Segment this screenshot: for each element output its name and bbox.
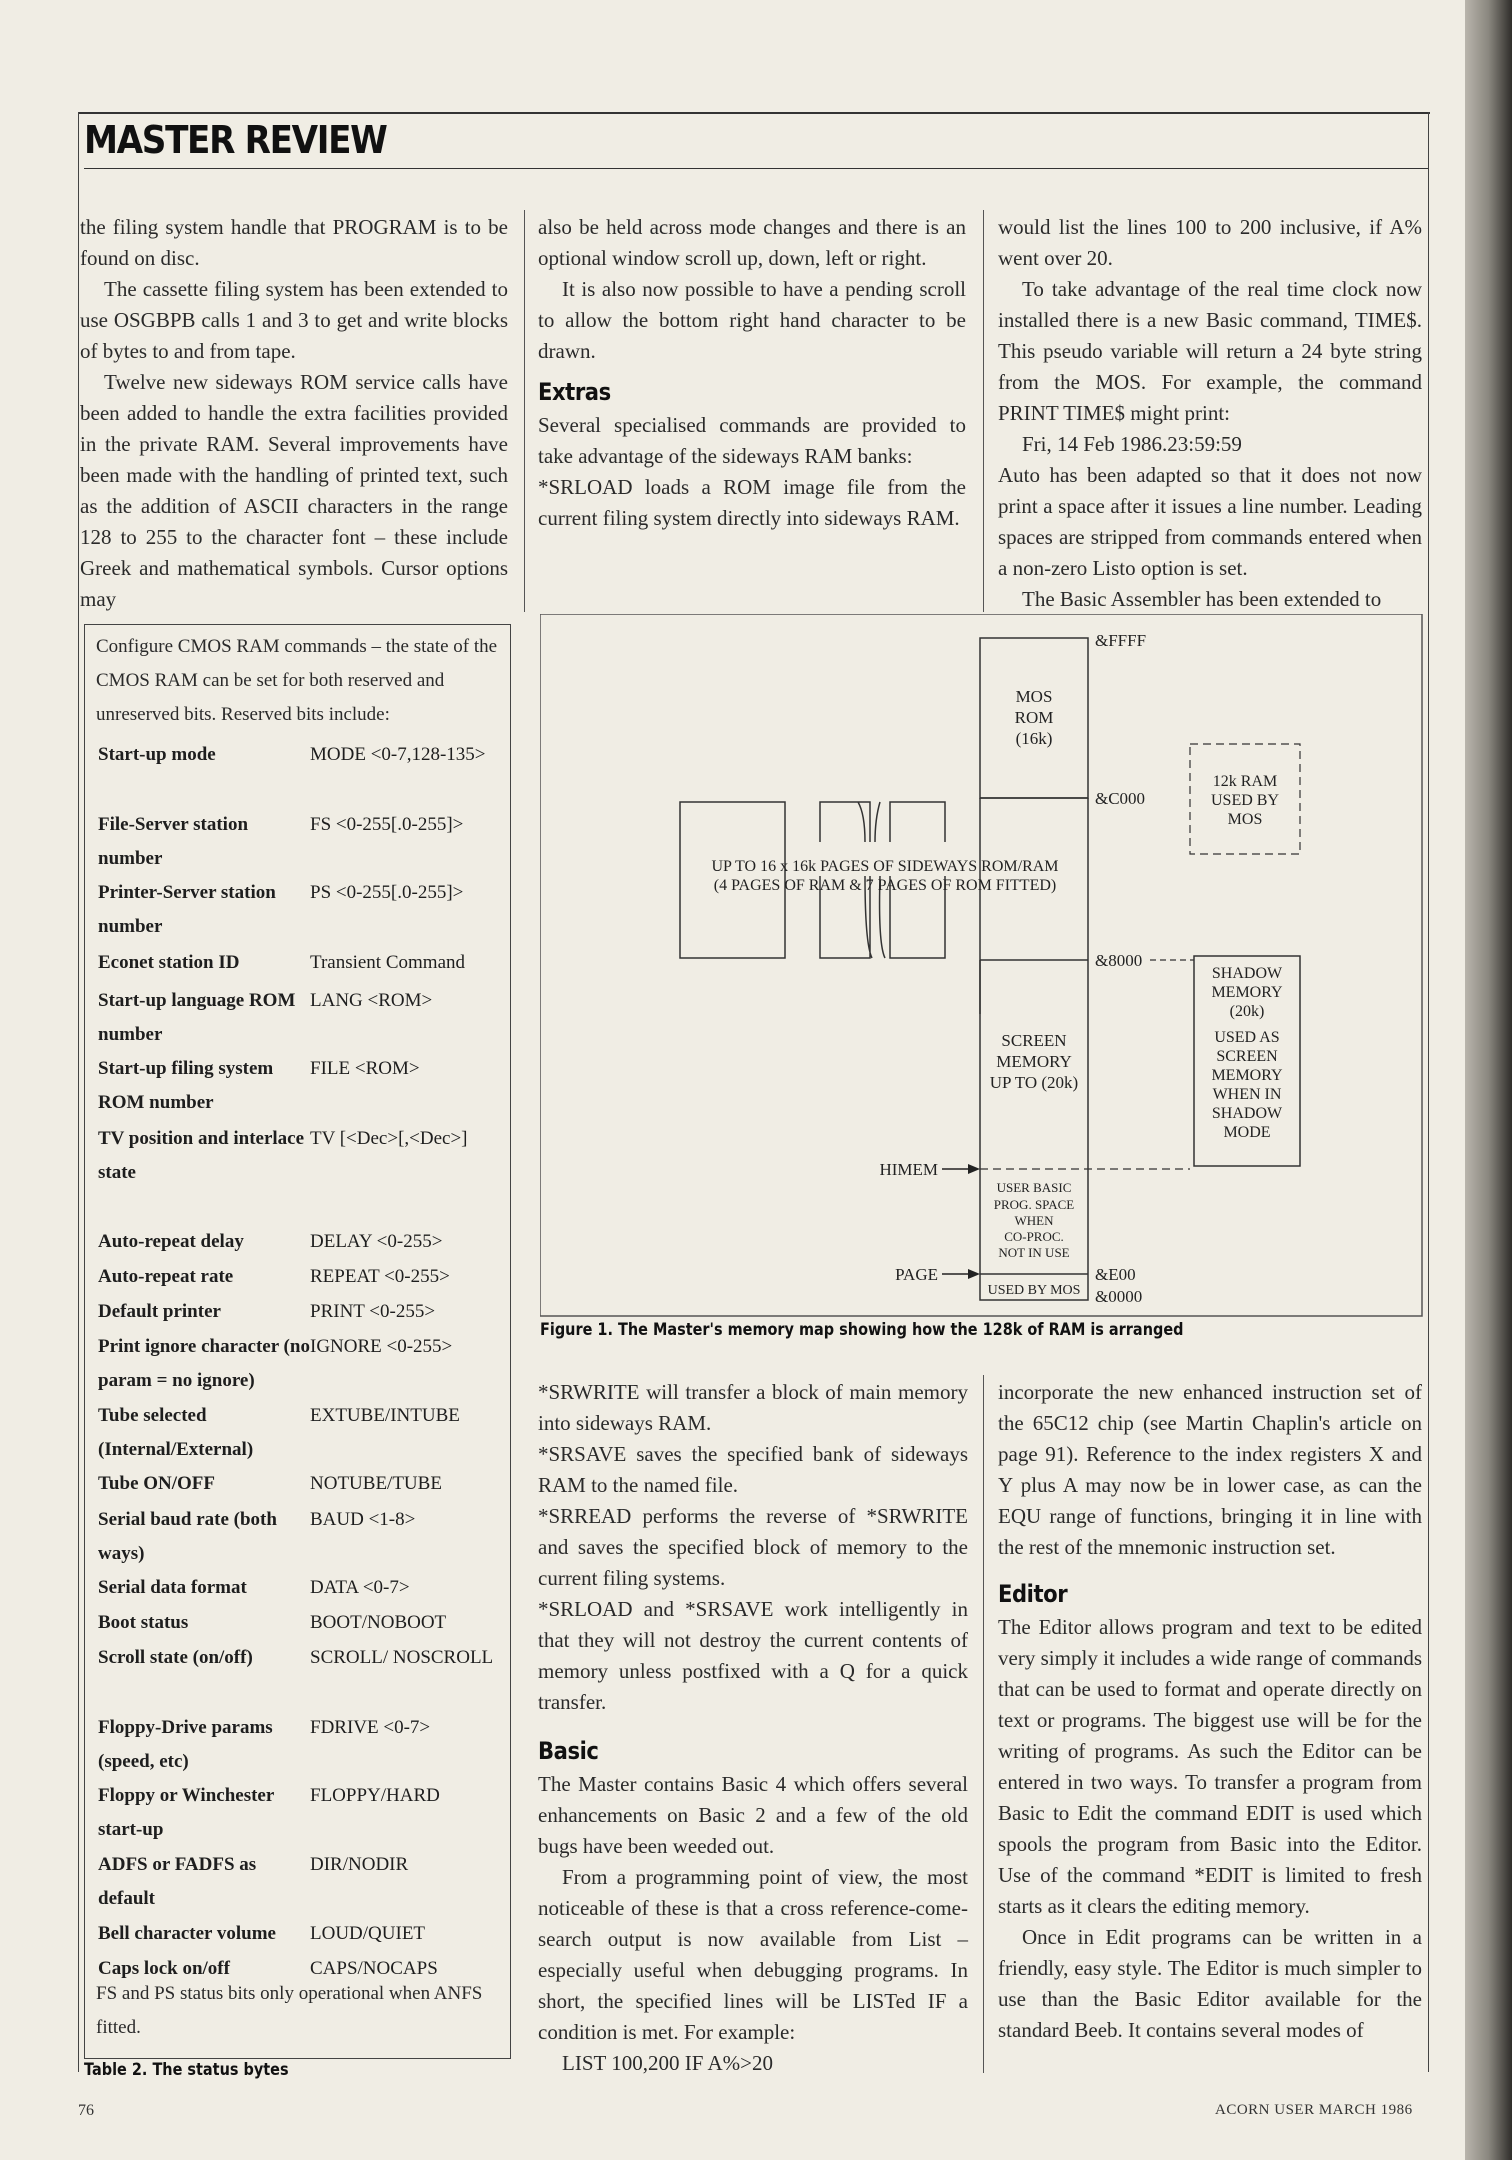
- table-row-label: Bell character volume: [98, 1923, 276, 1944]
- frame-left-rule: [78, 112, 79, 2072]
- ram-12k-label: 12k RAM USED BY MOS: [1210, 773, 1280, 828]
- address-8000: &8000: [1095, 951, 1143, 970]
- table-row-value: BOOT/NOBOOT: [310, 1612, 447, 1633]
- table-row-label: Serial baud rate (both ways): [98, 1509, 277, 1564]
- table-row-value: LOUD/QUIET: [310, 1923, 426, 1944]
- page-number: 76: [78, 2102, 94, 2119]
- table-row-label: Boot status: [98, 1612, 189, 1633]
- paragraph: Fri, 14 Feb 1986.23:59:59: [1022, 432, 1242, 456]
- paragraph: The Basic Assembler has been extended to: [1022, 587, 1382, 611]
- paragraph: *SRLOAD and *SRSAVE work intelligently in that they will not destroy the current contents of memory unless postfixed with a Q for a quick transfer.: [538, 1597, 968, 1714]
- subheading-extras: Extras: [538, 378, 611, 406]
- frame-top-rule: [78, 112, 1430, 114]
- table-row-label: Auto-repeat delay: [98, 1231, 244, 1252]
- paragraph: Once in Edit programs can be written in a friendly, easy style. The Editor is much simpler to use than the Basic Editor available for the standard Beeb. It contains several modes of: [998, 1925, 1422, 2042]
- table-row-label: File-Server station number: [98, 814, 249, 869]
- table-row-value: CAPS/NOCAPS: [310, 1958, 438, 1979]
- table-row-value: DELAY <0-255>: [310, 1231, 443, 1252]
- table-row-value: REPEAT <0-255>: [310, 1266, 450, 1287]
- paragraph: *SRREAD performs the reverse of *SRWRITE and saves the specified block of memory to the current filing systems.: [538, 1504, 968, 1590]
- subheading-basic: Basic: [538, 1737, 599, 1765]
- subheading-editor: Editor: [998, 1580, 1068, 1608]
- table-row-label: Auto-repeat rate: [98, 1266, 234, 1287]
- figure-caption: Figure 1. The Master's memory map showing how the 128k of RAM is arranged: [540, 1320, 1184, 1340]
- frame-right-rule: [1428, 112, 1429, 2072]
- shadow-memory-label: SHADOW MEMORY (20k) USED AS SCREEN MEMORY WHEN IN SHADOW MODE: [1211, 965, 1283, 1141]
- table-row-value: TV [<Dec>[,<Dec>]: [310, 1128, 468, 1149]
- table-row-value: IGNORE <0-255>: [310, 1336, 453, 1357]
- himem-label: HIMEM: [879, 1160, 938, 1179]
- address-c000: &C000: [1095, 789, 1146, 808]
- paragraph: *SRLOAD loads a ROM image file from the current filing system directly into sideways RAM.: [538, 475, 966, 530]
- table-row-label: Print ignore character (no param = no ignore): [98, 1336, 310, 1391]
- table-caption: Table 2. The status bytes: [84, 2060, 289, 2080]
- section-title: MASTER REVIEW: [84, 118, 387, 162]
- column-1-top: [80, 212, 508, 615]
- column-divider: [983, 210, 984, 612]
- screen-memory-label: SCREEN MEMORY UP TO (20k): [989, 1031, 1079, 1092]
- paragraph: From a programming point of view, the most noticeable of these is that a cross reference-come-search output is now available from List – especially useful when debugging programs. In short, the specified lines will be LISTed IF a condition is met. For example:: [538, 1865, 968, 2044]
- table-row-value: Transient Command: [310, 952, 465, 973]
- table-row-value: LANG <ROM>: [310, 990, 433, 1011]
- table-row-label: Printer-Server station number: [98, 882, 276, 937]
- table-row-label: Floppy or Winchester start-up: [98, 1785, 274, 1840]
- table-row-value: FS <0-255[.0-255]>: [310, 814, 464, 835]
- paragraph: *SRSAVE saves the specified bank of sideways RAM to the named file.: [538, 1442, 968, 1497]
- column-2-top: [538, 212, 966, 534]
- paragraph: The Master contains Basic 4 which offers several enhancements on Basic 2 and a few of the old bugs have been weeded out.: [538, 1772, 968, 1858]
- paragraph: the filing system handle that PROGRAM is to be found on disc.: [80, 215, 508, 270]
- sideways-rom-outline: [980, 798, 1088, 1014]
- address-0000: &0000: [1095, 1287, 1143, 1306]
- paragraph: *SRWRITE will transfer a block of main memory into sideways RAM.: [538, 1380, 968, 1435]
- paragraph: would list the lines 100 to 200 inclusive, if A% went over 20.: [998, 215, 1422, 270]
- table-row-value: FDRIVE <0-7>: [310, 1717, 431, 1738]
- table-row-value: BAUD <1-8>: [310, 1509, 416, 1530]
- table-row-value: PS <0-255[.0-255]>: [310, 882, 464, 903]
- table-row-label: Tube ON/OFF: [98, 1473, 216, 1494]
- column-3-top: [998, 212, 1422, 615]
- table-row-label: ADFS or FADFS as default: [98, 1854, 257, 1909]
- table-row-value: DIR/NODIR: [310, 1854, 409, 1875]
- paragraph: Auto has been adapted so that it does not now print a space after it issues a line number. Leading spaces are stripped from commands entered when a non-zero Listo option is set.: [998, 463, 1422, 580]
- user-basic-label: USER BASIC PROG. SPACE WHEN CO-PROC. NOT IN USE: [993, 1180, 1075, 1260]
- paragraph: also be held across mode changes and there is an optional window scroll up, down, left or right.: [538, 215, 966, 270]
- paragraph: To take advantage of the real time clock now installed there is a new Basic command, TIME$. This pseudo variable will return a 24 byte string from the MOS. For example, the command PRINT TIME$ might print:: [998, 277, 1422, 425]
- himem-arrowhead: [968, 1164, 980, 1174]
- paragraph: The Editor allows program and text to be edited very simply it includes a wide range of commands that can be used to format and operate directly on text or programs. The biggest use will be for the writing of programs. As such the Editor can be entered in two ways. To transfer a program from Basic to Edit the command EDIT is used which spools the program from Basic into the Editor. Use of the command *EDIT is limited to fresh starts as it clears the editing memory.: [998, 1615, 1422, 1918]
- page-arrowhead: [968, 1269, 980, 1279]
- column-divider: [983, 1375, 984, 2073]
- magazine-footer: ACORN USER MARCH 1986: [1215, 2102, 1413, 2118]
- table-row-label: Floppy-Drive params (speed, etc): [98, 1717, 273, 1772]
- table-row-label: Econet station ID: [98, 952, 240, 973]
- table-row-label: Start-up language ROM number: [98, 990, 296, 1045]
- table-row-value: NOTUBE/TUBE: [310, 1473, 442, 1494]
- page-edge-shadow: [1465, 0, 1512, 2160]
- header-rule: [84, 168, 1428, 169]
- page-label: PAGE: [895, 1265, 938, 1284]
- table-row-value: DATA <0-7>: [310, 1577, 410, 1598]
- used-by-mos-label: USED BY MOS: [987, 1283, 1081, 1298]
- mos-rom-label: MOS ROM (16k): [1014, 687, 1054, 748]
- table-row-label: Start-up filing system ROM number: [98, 1058, 274, 1113]
- paragraph: Several specialised commands are provided to take advantage of the sideways RAM banks:: [538, 413, 966, 468]
- table-row-label: Caps lock on/off: [98, 1958, 230, 1979]
- table-row-label: Serial data format: [98, 1577, 247, 1598]
- table-footnote: FS and PS status bits only operational when ANFS fitted.: [96, 1983, 483, 2038]
- table-row-label: TV position and interlace state: [98, 1128, 305, 1183]
- paragraph: LIST 100,200 IF A%>20: [562, 2051, 773, 2075]
- sideways-label: UP TO 16 x 16k PAGES OF SIDEWAYS ROM/RAM (4 PAGES OF RAM & 7 PAGES OF ROM FITTED): [711, 858, 1059, 894]
- table-row-value: FLOPPY/HARD: [310, 1785, 440, 1806]
- memory-map-figure: [540, 614, 1423, 1318]
- paragraph: The cassette filing system has been extended to use OSGBPB calls 1 and 3 to get and write blocks of bytes to and from tape.: [80, 277, 508, 363]
- table-row-value: FILE <ROM>: [310, 1058, 420, 1079]
- table-intro: Configure CMOS RAM commands – the state of the CMOS RAM can be set for both reserved and unreserved bits. Reserved bits include:: [96, 636, 498, 725]
- paragraph: Twelve new sideways ROM service calls have been added to handle the extra facilities provided in the private RAM. Several improvements have been made with the handling of printed text, such as the addition of ASCII characters in the range 128 to 255 to the character font – these include Greek and mathematical symbols. Cursor options may: [80, 370, 508, 611]
- table-row-value: MODE <0-7,128-135>: [310, 744, 486, 765]
- address-e00: &E00: [1095, 1265, 1136, 1284]
- table-row-label: Scroll state (on/off): [98, 1647, 253, 1668]
- table-row-label: Default printer: [98, 1301, 221, 1322]
- column-2-bottom: [538, 1377, 968, 2079]
- table-row-label: Tube selected (Internal/External): [98, 1405, 254, 1460]
- column-3-bottom: [998, 1377, 1422, 2046]
- figure-frame: [540, 614, 1422, 1316]
- table-row-label: Start-up mode: [98, 744, 216, 765]
- table-row-value: PRINT <0-255>: [310, 1301, 436, 1322]
- table-row-value: EXTUBE/INTUBE: [310, 1405, 460, 1426]
- table-row-value: SCROLL/ NOSCROLL: [310, 1647, 494, 1668]
- paragraph: It is also now possible to have a pending scroll to allow the bottom right hand character to be drawn.: [538, 277, 966, 363]
- address-ffff: &FFFF: [1095, 631, 1147, 650]
- paragraph: incorporate the new enhanced instruction set of the 65C12 chip (see Martin Chaplin's article on page 91). Reference to the index registers X and Y plus A may now be in lower case, as can the EQU range of functions, bringing it in line with the rest of the mnemonic instruction set.: [998, 1380, 1422, 1559]
- column-divider: [524, 210, 525, 612]
